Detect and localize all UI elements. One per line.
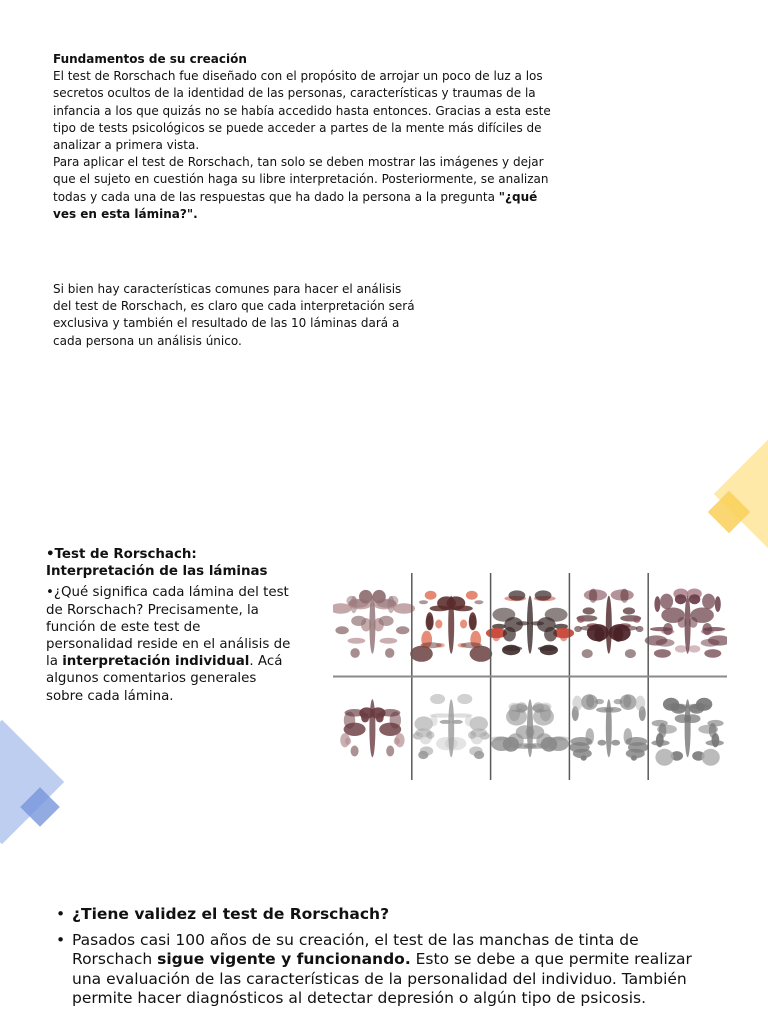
ink-blot-mark	[430, 694, 445, 704]
ink-blot-mark	[611, 740, 620, 746]
ink-blot-mark	[351, 616, 366, 626]
ink-blot-mark	[688, 645, 700, 652]
ink-blot-mark	[351, 746, 359, 757]
ink-blot-mark	[620, 589, 628, 603]
ink-blot-spine	[448, 699, 454, 757]
ink-blot-mark	[426, 731, 434, 739]
ink-blot-spine	[527, 596, 533, 654]
ink-blot-mark	[457, 694, 472, 704]
ink-blot-mark	[715, 596, 721, 612]
ink-blot-mark	[583, 607, 595, 614]
ink-blot-spine	[606, 699, 612, 757]
ink-blot-mark	[609, 624, 631, 641]
creation-paragraph-2	[53, 154, 558, 223]
ink-blot-spine	[369, 699, 375, 757]
ink-blot-mark	[581, 755, 587, 760]
ink-blot-mark	[420, 746, 433, 755]
bullet-icon: •	[56, 905, 66, 923]
plates-paragraph-bold: interpretación individual	[62, 654, 250, 670]
ink-blot-mark	[569, 742, 589, 753]
ink-blot-mark	[586, 695, 594, 708]
ink-blot-mark	[572, 696, 582, 711]
ink-blot-mark	[533, 702, 544, 713]
ink-blot-mark	[628, 742, 648, 753]
ink-blot-mark	[544, 627, 557, 642]
ink-blot-mark	[491, 737, 512, 751]
ink-blot-mark	[469, 615, 477, 630]
ink-blot-mark	[623, 607, 635, 614]
ink-blot-spine	[527, 699, 533, 757]
ink-blot-mark	[466, 591, 478, 600]
ink-blot-mark	[703, 627, 725, 631]
ink-blot-mark	[419, 600, 428, 604]
bullet-icon: •	[56, 930, 66, 949]
ink-blot-mark	[655, 749, 673, 766]
rorschach-plates-grid	[333, 573, 727, 780]
ink-blot-mark	[468, 731, 476, 739]
ink-blot-mark	[350, 648, 359, 658]
ink-blot-mark	[625, 649, 636, 658]
ink-blot-mark	[702, 594, 715, 610]
decorative-yellow-diamond	[714, 432, 768, 556]
plates-paragraph	[46, 584, 291, 704]
ink-blot-mark	[675, 645, 687, 652]
validity-answer-item	[56, 931, 706, 1009]
decorative-blue-diamond	[0, 720, 64, 844]
ink-blot-spine	[606, 596, 612, 654]
ink-blot-mark	[689, 594, 700, 604]
ink-blot-mark	[492, 628, 501, 641]
ink-blot-mark	[704, 649, 721, 658]
validity-answer-start: Pasados casi 100 años de su creación, el test de las manchas de tinta de Rorschach	[72, 930, 639, 968]
ink-blot-mark	[335, 626, 348, 634]
ink-blot-mark	[577, 616, 585, 623]
creation-paragraph-2-text: Para aplicar el test de Rorschach, tan solo se deben mostrar las imágenes y dejar que el sujeto en cuestión haga su libre interpretación. Posteriormente, se analizan todas y cada una de las respuestas que ha dado la persona a la pregunta	[53, 155, 549, 204]
ink-blot-mark	[654, 596, 660, 612]
ink-blot-mark	[631, 755, 637, 760]
ink-blot-mark	[348, 638, 366, 644]
ink-blot-mark	[379, 616, 394, 626]
ink-blot-mark	[671, 703, 680, 711]
ink-blot-mark	[359, 590, 372, 604]
ink-blot-spine	[369, 596, 375, 654]
ink-blot-mark	[635, 696, 645, 711]
ink-blot-mark	[345, 709, 365, 717]
ink-blot-mark	[425, 591, 437, 600]
ink-blot-mark	[582, 649, 593, 658]
ink-blot-mark	[503, 646, 522, 651]
plates-interpretation-section	[46, 546, 291, 705]
validity-section	[56, 905, 706, 1015]
ink-blot-mark	[654, 649, 671, 658]
validity-answer-bold: sigue vigente y funcionando.	[157, 950, 411, 968]
ink-blot-mark	[421, 642, 442, 648]
ink-blot-mark	[623, 695, 631, 708]
ink-blot-spine	[448, 596, 454, 654]
analysis-paragraph: Si bien hay características comunes para hacer el análisis del test de Rorschach, es claro que cada interpretación será exclusiva y también el resultado de las 10 láminas dará a cada persona un análisis único.	[53, 282, 415, 348]
ink-blot-mark	[598, 740, 607, 746]
ink-blot-mark	[372, 590, 385, 604]
validity-question-item	[56, 905, 706, 925]
ink-blot-mark	[702, 749, 720, 766]
validity-list	[56, 905, 706, 1009]
ink-blot-mark	[650, 627, 672, 631]
ink-blot-mark	[435, 620, 442, 629]
validity-answer-end: Esto se debe a que permite realizar una evaluación de las características de la personalidad del individuo. También permite hacer diagnósticos al detectar depresión o algún tipo de psicosis.	[72, 950, 692, 1007]
analysis-section	[53, 281, 415, 350]
ink-blot-mark	[461, 642, 482, 648]
creation-paragraph-1: El test de Rorschach fue diseñado con el propósito de arrojar un poco de luz a los secretos ocultos de la identidad de las personas, características y traumas de la infancia a los que quizás no se había accedido hasta entonces. Gracias a esta este tipo de tests psicológicos se puede acceder a partes de la mente más difíciles de analizar a primera vista.	[53, 69, 551, 153]
ink-blot-mark	[503, 627, 516, 642]
creation-question: "¿qué ves en esta lámina?".	[53, 189, 538, 221]
ink-blot-mark	[509, 590, 526, 600]
ink-blot-mark	[696, 703, 705, 711]
ink-blot-mark	[380, 709, 400, 717]
ink-blot-mark	[385, 648, 394, 658]
ink-blot-mark	[587, 624, 609, 641]
ink-blot-mark	[633, 616, 641, 623]
ink-blot-mark	[548, 737, 569, 751]
plates-paragraph-start: •¿Qué significa cada lámina del test de Rorschach? Precisamente, la función de este test de personalidad reside en el análisis de la	[46, 585, 291, 670]
ink-blot-mark	[513, 743, 537, 749]
ink-blot-mark	[395, 733, 405, 747]
validity-question: ¿Tiene validez el test de Rorschach?	[72, 905, 390, 923]
ink-blot-mark	[396, 626, 409, 634]
creation-section	[53, 51, 558, 223]
ink-blot-mark	[426, 615, 434, 630]
ink-blot-spine	[685, 699, 691, 757]
ink-blot-mark	[706, 740, 724, 746]
creation-heading: Fundamentos de su creación	[53, 52, 247, 66]
ink-blot-mark	[386, 746, 394, 757]
ink-blot-mark	[589, 589, 597, 603]
ink-blot-mark	[474, 600, 483, 604]
ink-blot-mark	[651, 740, 669, 746]
ink-blot-mark	[340, 733, 350, 747]
ink-blot-mark	[460, 620, 467, 629]
plates-paragraph-end: . Acá algunos comentarios generales sobre cada lámina.	[46, 654, 283, 704]
ink-blot-mark	[436, 737, 458, 750]
ink-blot-mark	[659, 723, 667, 738]
plates-heading: •Test de Rorschach: Interpretación de las láminas	[46, 547, 268, 580]
ink-blot-mark	[516, 702, 527, 713]
ink-blot-mark	[469, 746, 482, 755]
ink-blot-mark	[538, 646, 557, 651]
ink-blot-spine	[685, 596, 691, 654]
ink-blot-mark	[535, 590, 552, 600]
ink-blot-mark	[660, 594, 673, 610]
ink-blot-mark	[380, 638, 398, 644]
ink-blot-mark	[709, 723, 717, 738]
ink-blot-mark	[675, 594, 686, 604]
ink-blot-mark	[559, 628, 568, 641]
